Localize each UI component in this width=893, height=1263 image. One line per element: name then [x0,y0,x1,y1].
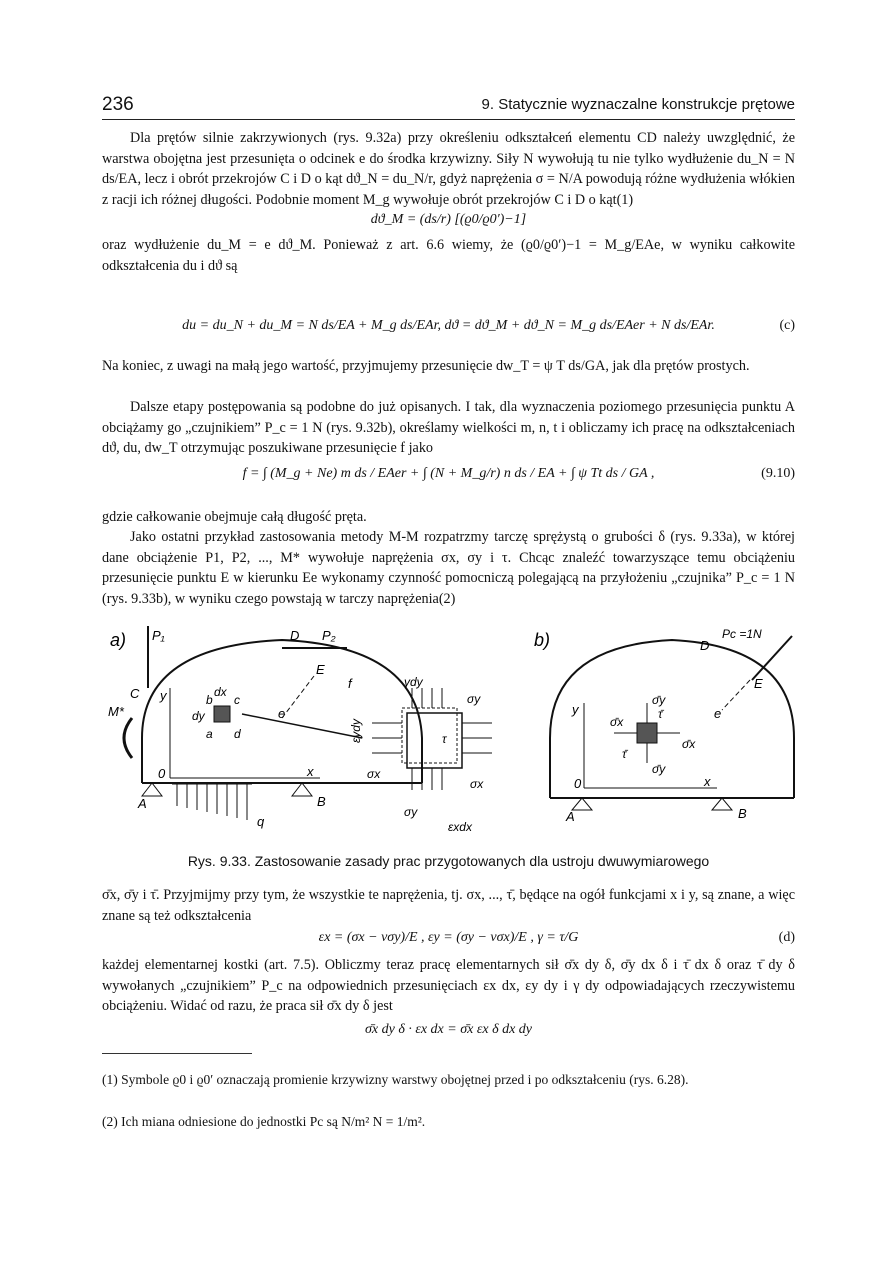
label-a-B: B [317,794,326,809]
footnote-1: (1) Symbole ϱ0 i ϱ0′ oznaczają promienie krzywizny warstwy obojętnej przed i po odkształceniu (rys. 6.28). [102,1072,689,1087]
equation-1: dϑ_M = (ds/r) [(ϱ0/ϱ0′)−1] [370,212,527,227]
label-b-tau-bottom: τ̄ [622,747,627,761]
direction-Ee [282,676,314,718]
label-b-sy-top: σ̄y [652,693,666,707]
label-a-c: c [234,693,240,707]
figure-caption: Rys. 9.33. Zastosowanie zasady prac przygotowanych dla ustroju dwuwymiarowego [187,853,710,869]
label-b-B: B [738,806,747,821]
equation-910: f = ∫ (M_g + Ne) m ds / EAer + ∫ (N + M_g/r) n ds / EA + ∫ ψ Tt ds / GA , [242,466,655,481]
detail-element-deformed [402,708,457,763]
paragraph-3: Na koniec, z uwagi na małą jego wartość, przyjmujemy przesunięcie dw_T = ψ T ds/GA, jak dla prętów prostych. [102,358,750,374]
paragraph-8: każdej elementarnej kostki (art. 7.5). Obliczmy teraz pracę elementarnych sił σ̄x dy δ, σ̄y dx δ i τ̄ dx δ oraz τ̄ dy δ wywołanych „czujnikiem” P_c na odpowiednich przesunięciach εx dx, εy dy i γ dy odpowiadających rzeczywistemu obciążeniu. Widać od razu, że praca sił σ̄x dy δ jest [102,957,795,1014]
equation-last: σ̄x dy δ · εx dx = σ̄x εx δ dx dy [364,1022,532,1037]
label-a-d: d [234,727,241,741]
detail-element [407,713,462,768]
paragraph-7: σ̄x, σ̄y i τ̄. Przyjmijmy przy tym, że wszystkie te naprężenia, tj. σx, ..., τ̄, będące na ogół funkcjami x i y, są znane, a więc znane są też odkształcenia [102,887,795,924]
label-a-sx-left: σx [367,767,381,781]
paragraph-4: Dalsze etapy postępowania są podobne do już opisanych. I tak, dla wyznaczenia poziomego przesunięcia punktu A obciążamy go „czujnikiem” P_c = 1 N (rys. 9.32b), określamy wielkości m, n, t i obliczamy ich pracę na odkształceniach dϑ, du, dw_T otrzymując poszukiwane przesunięcie f jako [102,399,795,456]
panel-b-label: b) [534,630,551,650]
panel-a-label: a) [110,630,127,650]
support-a-right [292,783,312,796]
label-a-exdx: εxdx [448,820,472,834]
label-b-D: D [700,638,710,653]
label-b-e: e [714,706,722,721]
footnote-rule [102,1053,252,1054]
paragraph-6: Jako ostatni przykład zastosowania metody M-M rozpatrzmy tarczę sprężystą o grubości δ (rys. 9.33a), w której dane obciążenie P1, P2, ..., M* wywołuje naprężenia σx, σy i τ. Chcąc znaleźć towarzyszące temu obciążeniu przesunięcie punktu E w kierunku Ee wykonamy czynność pomocniczą polegającą na przyłożeniu „czujnika” P_c = 1 N (rys. 9.33b), w wyniku czego powstają w tarczy naprężenia(2) [102,529,795,607]
label-a-b: b [206,693,213,707]
plate-b-outline [550,640,794,798]
label-a-sy-bottom: σy [404,805,418,819]
label-a-e: e [278,706,286,721]
label-a-f: f [348,676,352,691]
load-q-arrows [177,784,247,820]
pointer-to-detail [242,714,362,738]
label-a-a: a [206,727,213,741]
force-Pc [752,636,792,680]
label-a-q: q [257,814,265,829]
support-a-left [142,783,162,796]
label-b-sx-right: σ̄x [682,737,696,751]
header-rule [102,119,795,120]
label-a-C: C [130,686,140,701]
label-b-O: 0 [574,776,582,791]
page-header [102,94,795,116]
label-a-tau: τ [442,732,447,746]
label-b-E: E [754,676,763,691]
element-kostka-a [214,706,230,722]
label-a-x: x [307,764,314,779]
label-b-Pc: Pc =1N [722,627,762,641]
paragraph-2: oraz wydłużenie du_M = e dϑ_M. Ponieważ z art. 6.6 wiemy, że (ϱ0/ϱ0′)−1 = M_g/EAe, w wyniku całkowite odkształcenia du i dϑ są [102,237,795,274]
label-a-E: E [316,662,325,677]
label-a-y: y [160,688,167,703]
label-b-x: x [704,774,711,789]
label-a-D: D [290,628,300,643]
label-a-gdy: γdy [404,675,423,689]
support-b-right [712,798,732,810]
label-a-eydy: εydy [349,719,363,743]
equation-c: du = du_N + du_M = N ds/EA + M_g ds/EAr, dϑ = dϑ_M + dϑ_N = M_g ds/EAer + N ds/EAr. [182,318,715,333]
label-a-sx-right: σx [470,777,484,791]
equation-910-label: (9.10) [761,466,795,481]
figure-9-33 [102,618,795,850]
label-b-y: y [572,702,579,717]
label-a-A: A [138,796,147,811]
equation-d-label: (d) [778,930,795,945]
label-b-A: A [566,809,575,824]
moment-arrow [124,718,132,758]
label-b-sy-bottom: σ̄y [652,762,666,776]
paragraph-5: gdzie całkowanie obejmuje całą długość pręta. [102,509,367,525]
element-kostka-b [637,723,657,743]
running-title: 9. Statycznie wyznaczalne konstrukcje prętowe [481,96,795,113]
label-a-P1: P₁ [152,628,165,643]
support-b-left [572,798,592,810]
direction-b-Ee [722,680,750,710]
label-b-sx-left: σ̄x [610,715,624,729]
label-a-O: 0 [158,766,166,781]
footnote-2: (2) Ich miana odniesione do jednostki Pc są N/m² N = 1/m². [102,1114,426,1129]
label-a-P2: P₂ [322,628,336,643]
paragraph-1: Dla prętów silnie zakrzywionych (rys. 9.32a) przy określeniu odkształceń elementu CD należy uwzględnić, że warstwa obojętna jest przesunięta o odcinek e do środka krzywizny. Siły N wywołują tu nie tylko wydłużenie du_N = N ds/EA, lecz i obrót przekrojów C i D o kąt dϑ_N = du_N/r, gdyż naprężenia σ = N/A powodują różne wydłużenia włókien z racji ich różnej długości. Podobnie moment M_g wywołuje obrót przekrojów C i D o kąt(1) [102,130,795,208]
label-a-sy-top: σy [467,692,481,706]
label-b-tau-top: τ̄ [658,707,663,721]
label-a-dy: dy [192,709,205,723]
label-a-dx: dx [214,685,227,699]
equation-d: εx = (σx − νσy)/E , εy = (σy − νσx)/E , γ = τ/G [318,930,579,945]
label-a-M: M* [108,704,124,719]
equation-c-label: (c) [779,318,795,333]
page-number: 236 [102,94,134,115]
